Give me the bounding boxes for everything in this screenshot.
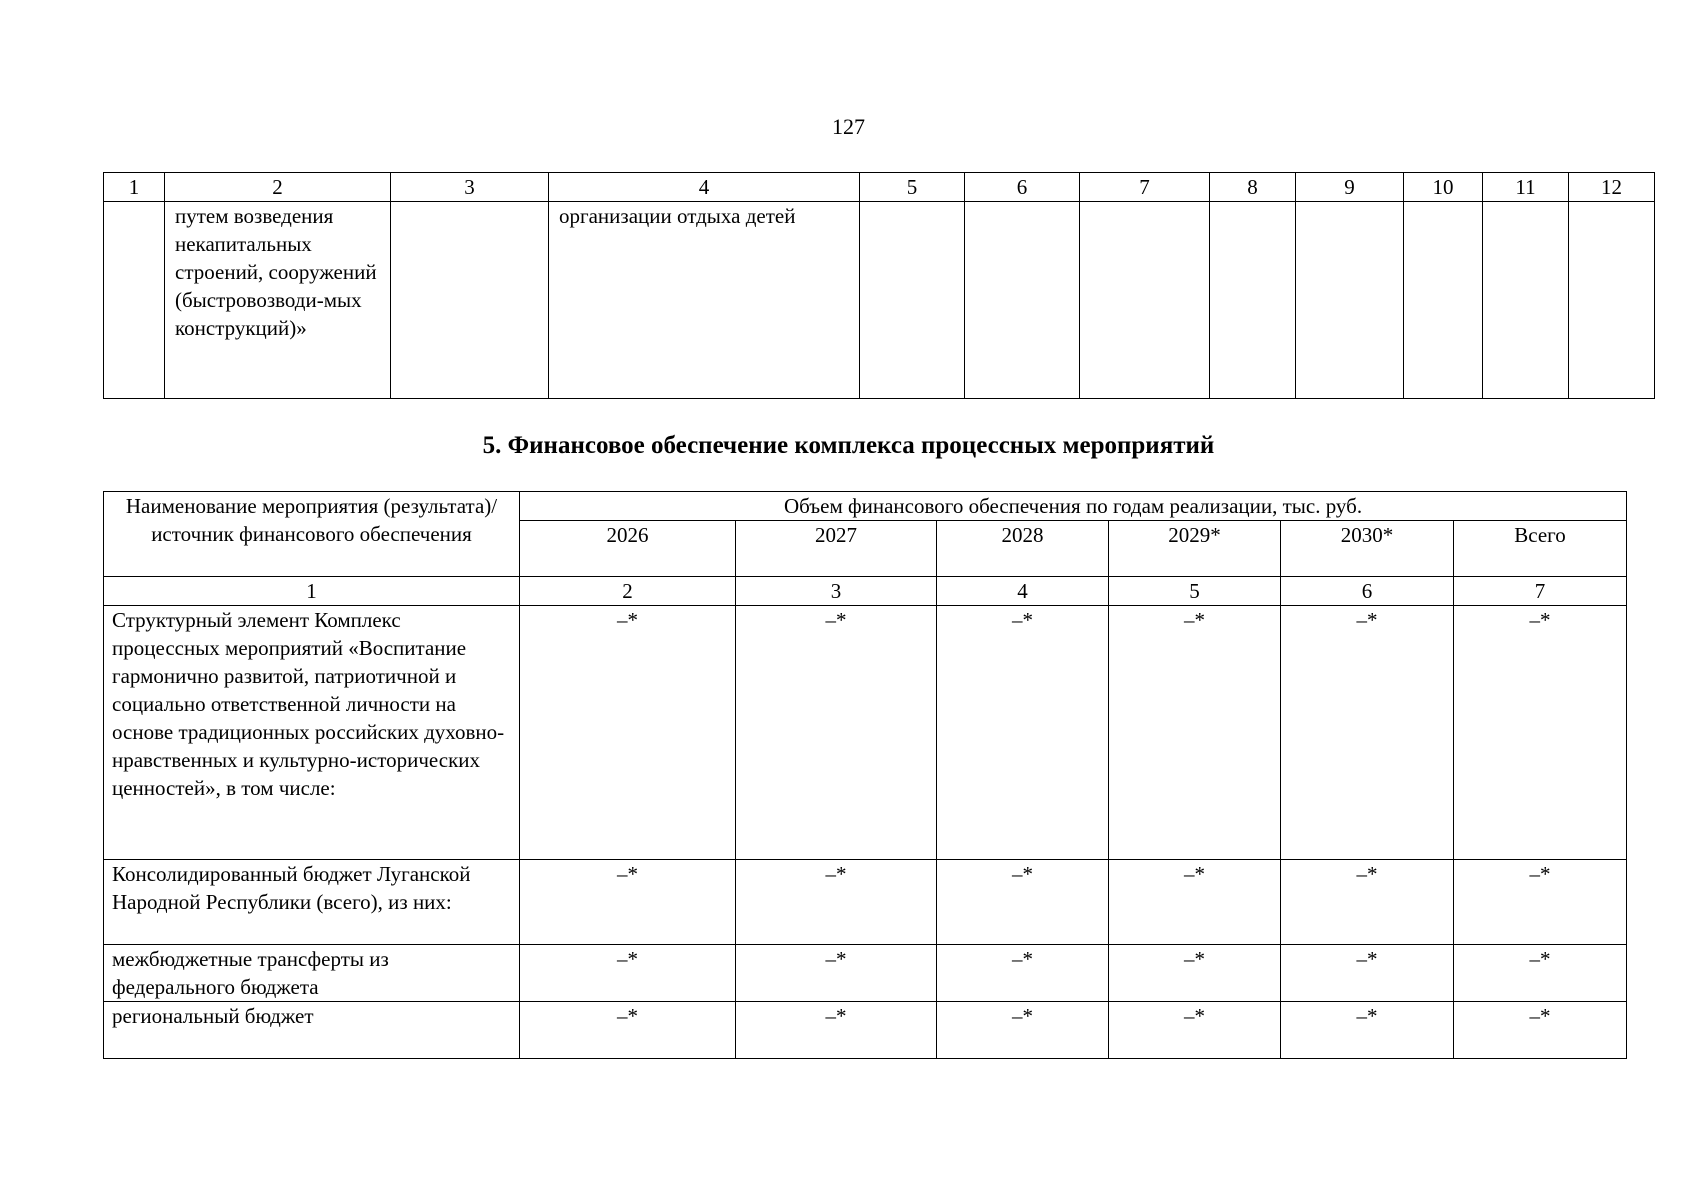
value-cell: –* (736, 1002, 937, 1059)
table-cell (1483, 202, 1569, 399)
value-cell: –* (937, 945, 1109, 1002)
table-cell (391, 202, 549, 399)
table-cell (1404, 202, 1483, 399)
value-cell: –* (736, 860, 937, 945)
total-header-cell: Всего (1454, 521, 1627, 577)
column-number-cell: 12 (1569, 173, 1655, 202)
table-row (104, 1002, 1627, 1059)
value-cell: –* (1454, 606, 1627, 860)
continuation-table (103, 172, 1655, 399)
value-cell: –* (1281, 945, 1454, 1002)
column-number-cell: 7 (1454, 577, 1627, 606)
finance-header-row (104, 492, 1627, 521)
page-number: 127 (832, 114, 865, 139)
column-number-cell: 3 (736, 577, 937, 606)
column-number-cell: 8 (1210, 173, 1296, 202)
year-header-cell: 2030* (1281, 521, 1454, 577)
value-cell: –* (736, 606, 937, 860)
value-cell: –* (1454, 945, 1627, 1002)
column-number-cell: 3 (391, 173, 549, 202)
column-number-cell: 2 (165, 173, 391, 202)
value-cell: –* (1109, 945, 1281, 1002)
table-cell (860, 202, 965, 399)
column-number-cell: 2 (520, 577, 736, 606)
column-number-cell: 6 (965, 173, 1080, 202)
column-number-cell: 5 (1109, 577, 1281, 606)
row-name-cell: Структурный элемент Комплекс процессных мероприятий «Воспитание гармонично развитой, патриотичной и социально ответственной личности на основе традиционных российских духовно-нравственных и культурно-исторических ценностей», в том числе: (104, 606, 520, 860)
value-cell: –* (1109, 1002, 1281, 1059)
table-cell (1296, 202, 1404, 399)
value-cell: –* (1454, 860, 1627, 945)
value-cell: –* (1281, 1002, 1454, 1059)
activity-name-cell: путем возведения некапитальных строений, сооружений (быстровозводи-мых конструкций)» (165, 202, 391, 399)
table-row (104, 202, 1655, 399)
table-row (104, 860, 1627, 945)
column-number-cell: 1 (104, 577, 520, 606)
value-cell: –* (520, 945, 736, 1002)
table-row (104, 945, 1627, 1002)
value-cell: –* (1109, 860, 1281, 945)
value-cell: –* (1454, 1002, 1627, 1059)
column-number-row (104, 173, 1655, 202)
row-name-cell: региональный бюджет (104, 1002, 520, 1059)
value-cell: –* (520, 606, 736, 860)
column-number-cell: 4 (937, 577, 1109, 606)
table-cell (1210, 202, 1296, 399)
column-number-cell: 9 (1296, 173, 1404, 202)
table-cell (1569, 202, 1655, 399)
table-row (104, 606, 1627, 860)
column-number-cell: 11 (1483, 173, 1569, 202)
value-cell: –* (520, 860, 736, 945)
row-name-cell: межбюджетные трансферты из федерального бюджета (104, 945, 520, 1002)
section-heading: 5. Финансовое обеспечение комплекса процессных мероприятий (482, 432, 1215, 459)
value-cell: –* (736, 945, 937, 1002)
column-number-row (104, 577, 1627, 606)
year-header-cell: 2027 (736, 521, 937, 577)
table-cell (1080, 202, 1210, 399)
row-name-cell: Консолидированный бюджет Луганской Народной Республики (всего), из них: (104, 860, 520, 945)
value-cell: –* (520, 1002, 736, 1059)
value-cell: –* (1281, 860, 1454, 945)
column-number-cell: 10 (1404, 173, 1483, 202)
year-header-cell: 2026 (520, 521, 736, 577)
value-cell: –* (1281, 606, 1454, 860)
column-number-cell: 1 (104, 173, 165, 202)
table-cell (104, 202, 165, 399)
year-header-cell: 2029* (1109, 521, 1281, 577)
year-header-cell: 2028 (937, 521, 1109, 577)
column-number-cell: 6 (1281, 577, 1454, 606)
name-column-header: Наименование мероприятия (результата)/ источник финансового обеспечения (104, 492, 520, 577)
table-cell: организации отдыха детей (549, 202, 860, 399)
value-cell: –* (937, 1002, 1109, 1059)
column-number-cell: 4 (549, 173, 860, 202)
column-number-cell: 5 (860, 173, 965, 202)
value-cell: –* (937, 860, 1109, 945)
volume-header: Объем финансового обеспечения по годам реализации, тыс. руб. (520, 492, 1627, 521)
column-number-cell: 7 (1080, 173, 1210, 202)
value-cell: –* (1109, 606, 1281, 860)
table-cell (965, 202, 1080, 399)
finance-table (103, 491, 1627, 1059)
value-cell: –* (937, 606, 1109, 860)
